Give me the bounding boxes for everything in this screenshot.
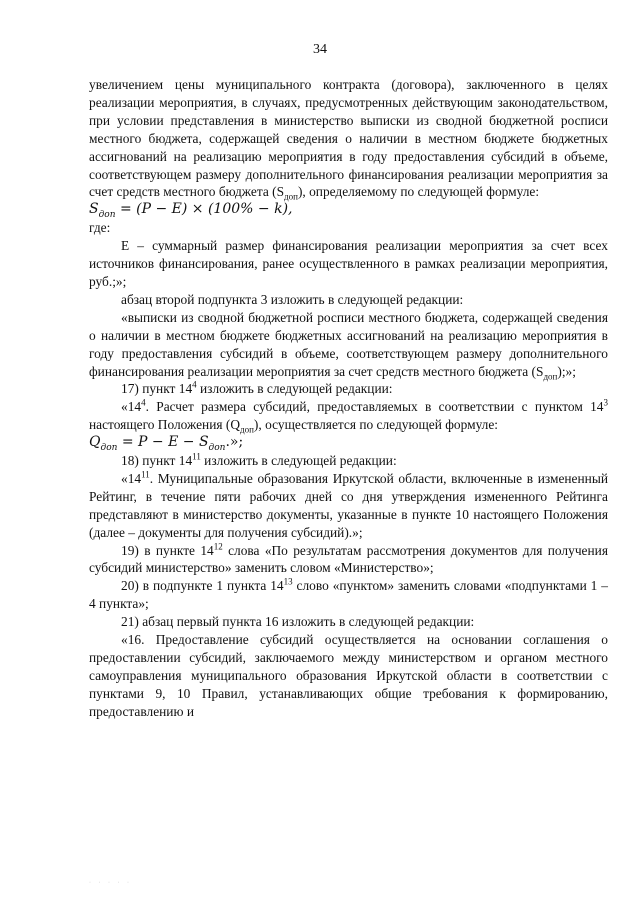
item-18: 18) пункт $14^{11}$ изложить в следующей редакции: (121, 451, 397, 469)
paragraph: где: (89, 220, 111, 236)
paragraph-14-11: «$14^{11}$. Муниципальные образования Иркутской области, включенные в измененный Рейтинг, в течение пяти рабочих дней со дня утверждения измененного Рейтинга представляют в министерство документы, указанные в пункте 10 настоящего Положения (далее – документы для получения субсидий).»; (89, 469, 608, 540)
formula-s-dop: $S_{доп} = (P - E) \times (100\% - k)$, (89, 201, 293, 221)
paragraph: увеличением цены муниципального контракта (договора), заключенного в целях реализации мероприятия, в случаях, предусмотренных действующим законодательством, при условии представления в министерство выписки из сводной бюджетной росписи местного бюджета, содержащей сведения о наличии в местном бюджете бюджетных ассигнований на реализацию мероприятия в году предоставления субсидий в объеме, соответствующем размеру дополнительного финансирования реализации мероприятия за счет средств местного бюджета $(S_{доп})$, определяемому по следующей формуле: (89, 77, 608, 203)
scan-artifact: · · · · · (89, 880, 132, 886)
document-body (89, 76, 608, 721)
formula-q-dop: $Q_{доп} = P - E - S_{доп}$.»; (89, 434, 244, 453)
paragraph: E – суммарный размер финансирования реализации мероприятия за счет всех источников финансирования, ранее осуществленного в рамках реализации мероприятия, руб.;»; (89, 238, 608, 289)
paragraph-14-4: «$14^4$. Расчет размера субсидий, предоставляемых в соответствии с пунктом $14^3$ настоящего Положения $(Q_{доп})$, осуществляется по следующей формуле: (89, 397, 608, 435)
item-17: 17) пункт $14^4$ изложить в следующей редакции: (121, 379, 393, 397)
item-21: 21) абзац первый пункта 16 изложить в следующей редакции: (121, 614, 475, 630)
page-number: 34 (313, 42, 327, 57)
paragraph-16: «16. Предоставление субсидий осуществляется на основании соглашения о предоставлении субсидий, заключаемого между министерством и органом местного самоуправления муниципального образования Иркутской области в соответствии с пунктами 9, 10 Правил, устанавливающих общие требования к формированию, предоставлению и (89, 632, 608, 719)
item-20: 20) в подпункте 1 пункта $14^{13}$ слово «пунктом» заменить словами «подпунктами 1 – 4 пункта»; (89, 576, 608, 612)
paragraph: абзац второй подпункта 3 изложить в следующей редакции: (121, 291, 464, 307)
paragraph: «выписки из сводной бюджетной росписи местного бюджета, содержащей сведения о наличии в местном бюджете бюджетных ассигнований на реализацию мероприятия в году предоставления субсидий в объеме, соответствующем размеру дополнительного финансирования реализации мероприятия за счет средств местного бюджета $(S_{доп})$;»; (89, 309, 608, 382)
item-19: 19) в пункте $14^{12}$ слова «По результатам рассмотрения документов для получения субсидий министерство» заменить словом «Министерство»; (89, 541, 608, 576)
